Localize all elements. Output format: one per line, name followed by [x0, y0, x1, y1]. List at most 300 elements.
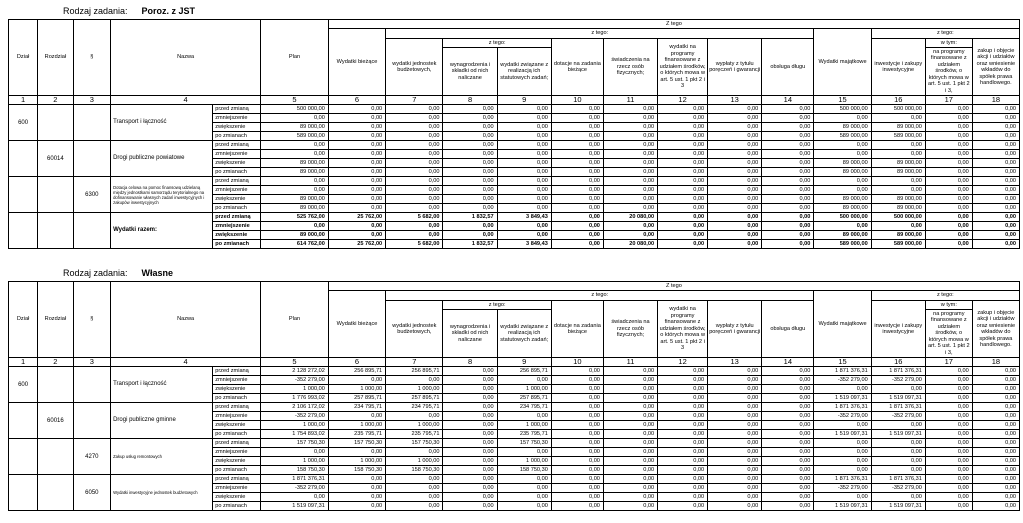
paragraf-cell [73, 367, 111, 403]
value-cell: 0,00 [497, 141, 551, 150]
value-cell: 0,00 [551, 123, 603, 132]
value-cell: 0,00 [497, 186, 551, 195]
value-cell: 0,00 [386, 376, 443, 385]
value-cell: 0,00 [603, 484, 657, 493]
column-number: 7 [386, 358, 443, 367]
value-cell: 0,00 [762, 114, 814, 123]
value-cell: 0,00 [551, 475, 603, 484]
value-cell: 1 519 097,31 [871, 502, 925, 511]
row-label: przed zmianą [213, 439, 261, 448]
value-cell: 0,00 [658, 141, 708, 150]
value-cell: 0,00 [551, 502, 603, 511]
value-cell: 0,00 [658, 195, 708, 204]
row-label: przed zmianą [213, 105, 261, 114]
rozdzial-cell [38, 439, 73, 475]
value-cell: 0,00 [925, 114, 972, 123]
header-rozdzial: Rozdział [38, 20, 73, 96]
column-number: 6 [328, 96, 385, 105]
value-cell: 3 849,43 [497, 213, 551, 222]
value-cell: 0,00 [762, 159, 814, 168]
header-wyplaty-poreczen: wypłaty z tytułu poręczeń i gwarancji [708, 301, 762, 358]
row-label: zwiększenie [213, 493, 261, 502]
value-cell: 0,00 [658, 376, 708, 385]
value-cell: 89 000,00 [814, 123, 871, 132]
value-cell: 0,00 [443, 204, 497, 213]
value-cell: 0,00 [972, 403, 1019, 412]
header-inwestycje: inwestycje i zakupy inwestycyjne [871, 301, 925, 358]
value-cell: 0,00 [762, 430, 814, 439]
value-cell: 0,00 [925, 159, 972, 168]
value-cell: 500 000,00 [871, 105, 925, 114]
value-cell: 0,00 [386, 222, 443, 231]
value-cell: 0,00 [972, 222, 1019, 231]
value-cell: 0,00 [814, 457, 871, 466]
value-cell: 0,00 [551, 448, 603, 457]
value-cell: 0,00 [708, 502, 762, 511]
header-wydatki-jednostek: wydatki jednostek budżetowych, [386, 39, 443, 96]
value-cell: 1 871 376,31 [814, 367, 871, 376]
value-cell: 0,00 [762, 403, 814, 412]
value-cell: 0,00 [708, 403, 762, 412]
value-cell: 0,00 [972, 114, 1019, 123]
rozdzial-cell [38, 177, 73, 213]
dzial-cell: 600 [9, 367, 38, 403]
value-cell: 0,00 [814, 222, 871, 231]
value-cell: 157 750,30 [497, 439, 551, 448]
value-cell: 89 000,00 [814, 159, 871, 168]
header-obsluga-dlugu: obsługa długu [762, 301, 814, 358]
value-cell: 0,00 [972, 186, 1019, 195]
value-cell: -352 279,00 [261, 376, 329, 385]
column-number: 7 [386, 96, 443, 105]
header-z-tego: Z tego [328, 20, 1019, 29]
value-cell: 0,00 [603, 421, 657, 430]
value-cell: 0,00 [925, 367, 972, 376]
value-cell: 0,00 [328, 123, 385, 132]
value-cell: 1 871 376,31 [871, 475, 925, 484]
value-cell: 1 000,00 [497, 385, 551, 394]
value-cell: 0,00 [708, 430, 762, 439]
value-cell: 0,00 [814, 439, 871, 448]
value-cell: 1 000,00 [261, 457, 329, 466]
header-z-tego-biezace: z tego: [386, 291, 814, 301]
value-cell: 0,00 [443, 466, 497, 475]
value-cell: 0,00 [925, 484, 972, 493]
value-cell: 0,00 [443, 412, 497, 421]
value-cell: 0,00 [925, 195, 972, 204]
value-cell: 0,00 [925, 231, 972, 240]
value-cell: 0,00 [497, 502, 551, 511]
value-cell: 0,00 [708, 457, 762, 466]
value-cell: 0,00 [497, 448, 551, 457]
value-cell: 89 000,00 [261, 195, 329, 204]
value-cell: 0,00 [658, 448, 708, 457]
dzial-cell [9, 403, 38, 439]
value-cell: 0,00 [925, 457, 972, 466]
value-cell: 0,00 [551, 466, 603, 475]
value-cell: 0,00 [328, 204, 385, 213]
row-label: zwiększenie [213, 159, 261, 168]
value-cell: 0,00 [386, 484, 443, 493]
column-number: 5 [261, 358, 329, 367]
column-number: 3 [73, 96, 111, 105]
value-cell: 0,00 [972, 123, 1019, 132]
value-cell: 0,00 [386, 412, 443, 421]
value-cell: 0,00 [708, 114, 762, 123]
value-cell: 0,00 [925, 168, 972, 177]
rozdzial-cell [38, 105, 73, 141]
value-cell: 0,00 [658, 204, 708, 213]
value-cell: 235 795,71 [328, 430, 385, 439]
paragraf-cell: 6300 [73, 177, 111, 213]
value-cell: 0,00 [551, 222, 603, 231]
column-number: 8 [443, 358, 497, 367]
value-cell: 0,00 [925, 141, 972, 150]
value-cell: 0,00 [708, 385, 762, 394]
value-cell: 0,00 [762, 493, 814, 502]
value-cell: 500 000,00 [814, 105, 871, 114]
column-number: 2 [38, 96, 73, 105]
value-cell: 0,00 [925, 475, 972, 484]
value-cell: 89 000,00 [814, 168, 871, 177]
value-cell: -352 279,00 [871, 412, 925, 421]
value-cell: 0,00 [603, 114, 657, 123]
row-label: zmniejszenie [213, 376, 261, 385]
value-cell: 0,00 [603, 439, 657, 448]
table-row [9, 475, 1020, 484]
value-cell: 0,00 [551, 493, 603, 502]
row-label: przed zmianą [213, 141, 261, 150]
value-cell: 0,00 [386, 150, 443, 159]
value-cell: 0,00 [443, 177, 497, 186]
value-cell: 0,00 [708, 484, 762, 493]
row-label: zmniejszenie [213, 484, 261, 493]
value-cell: 0,00 [708, 376, 762, 385]
value-cell: 0,00 [658, 403, 708, 412]
header-programy-unijne: wydatki na programy finansowane z udziałem środków, o których mowa w art. 5 ust. 1 pkt 2 i 3 [658, 39, 708, 96]
value-cell: 0,00 [871, 466, 925, 475]
value-cell: 0,00 [925, 394, 972, 403]
value-cell: 0,00 [443, 123, 497, 132]
value-cell: 0,00 [658, 123, 708, 132]
value-cell: 0,00 [762, 168, 814, 177]
row-label: przed zmianą [213, 213, 261, 222]
value-cell: 0,00 [328, 502, 385, 511]
rodzaj-value: Własne [141, 268, 174, 278]
value-cell: 89 000,00 [871, 159, 925, 168]
table-row [9, 439, 1020, 448]
row-label: po zmianach [213, 430, 261, 439]
header-zakup-akcji: zakup i objęcie akcji i udziałów oraz wniesienie wkładów do spółek prawa handlowego. [972, 301, 1019, 358]
column-number: 10 [551, 358, 603, 367]
dzial-cell: 600 [9, 105, 38, 141]
value-cell: 0,00 [762, 484, 814, 493]
table-row [9, 141, 1020, 150]
value-cell: 0,00 [708, 213, 762, 222]
value-cell: 0,00 [925, 123, 972, 132]
value-cell: 1 871 376,31 [871, 403, 925, 412]
value-cell: 0,00 [871, 439, 925, 448]
header-inwestycje: inwestycje i zakupy inwestycyjne [871, 39, 925, 96]
value-cell: 0,00 [261, 448, 329, 457]
value-cell: 0,00 [972, 448, 1019, 457]
value-cell: -352 279,00 [871, 376, 925, 385]
value-cell: 0,00 [261, 222, 329, 231]
value-cell: 0,00 [551, 403, 603, 412]
value-cell: -352 279,00 [261, 412, 329, 421]
header-wydatki-statutowe: wydatki związane z realizacją ich statutowych zadań; [497, 310, 551, 358]
value-cell: 0,00 [814, 466, 871, 475]
value-cell: 0,00 [708, 466, 762, 475]
value-cell: 0,00 [658, 177, 708, 186]
value-cell: 0,00 [328, 114, 385, 123]
value-cell: 1 871 376,31 [261, 475, 329, 484]
value-cell: 0,00 [925, 502, 972, 511]
value-cell: 0,00 [708, 222, 762, 231]
value-cell: 1 000,00 [386, 421, 443, 430]
value-cell: 0,00 [658, 159, 708, 168]
value-cell: 0,00 [925, 177, 972, 186]
value-cell: 589 000,00 [814, 240, 871, 249]
value-cell: 0,00 [658, 213, 708, 222]
value-cell: 0,00 [443, 394, 497, 403]
value-cell: 0,00 [328, 195, 385, 204]
value-cell: -352 279,00 [814, 484, 871, 493]
row-label: zmniejszenie [213, 150, 261, 159]
value-cell: 5 682,00 [386, 240, 443, 249]
header-wynagrodzenia: wynagrodzenia i składki od nich naliczane [443, 48, 497, 96]
value-cell: 0,00 [603, 394, 657, 403]
value-cell: 0,00 [925, 204, 972, 213]
value-cell: 0,00 [762, 132, 814, 141]
value-cell: 0,00 [972, 376, 1019, 385]
header-wyplaty-poreczen: wypłaty z tytułu poręczeń i gwarancji [708, 39, 762, 96]
value-cell: 157 750,30 [386, 439, 443, 448]
value-cell: 0,00 [658, 439, 708, 448]
value-cell: 0,00 [871, 457, 925, 466]
row-label: zwiększenie [213, 195, 261, 204]
value-cell: 0,00 [762, 195, 814, 204]
value-cell: 0,00 [443, 376, 497, 385]
column-number: 4 [111, 358, 261, 367]
value-cell: 0,00 [762, 213, 814, 222]
value-cell: 1 754 893,02 [261, 430, 329, 439]
value-cell: 500 000,00 [261, 105, 329, 114]
column-number: 1 [9, 96, 38, 105]
value-cell: 0,00 [814, 141, 871, 150]
value-cell: 0,00 [497, 123, 551, 132]
value-cell: 89 000,00 [871, 204, 925, 213]
column-number: 8 [443, 96, 497, 105]
value-cell: 0,00 [443, 105, 497, 114]
value-cell: 1 000,00 [497, 457, 551, 466]
value-cell: 0,00 [497, 132, 551, 141]
header-dzial: Dział [9, 282, 38, 358]
value-cell: 0,00 [551, 204, 603, 213]
value-cell: 0,00 [708, 105, 762, 114]
value-cell: 0,00 [603, 105, 657, 114]
value-cell: 0,00 [603, 367, 657, 376]
value-cell: 0,00 [551, 141, 603, 150]
value-cell: 0,00 [925, 186, 972, 195]
value-cell: 89 000,00 [814, 204, 871, 213]
header-rozdzial: Rozdział [38, 282, 73, 358]
header-swiadczenia: świadczenia na rzecz osób fizycznych; [603, 39, 657, 96]
rozdzial-cell: 60014 [38, 141, 73, 177]
value-cell: 0,00 [814, 114, 871, 123]
row-label: po zmianach [213, 132, 261, 141]
value-cell: 0,00 [328, 231, 385, 240]
value-cell: 0,00 [708, 204, 762, 213]
value-cell: 0,00 [658, 493, 708, 502]
value-cell: 0,00 [658, 412, 708, 421]
value-cell: 0,00 [972, 385, 1019, 394]
rozdzial-cell [38, 475, 73, 511]
value-cell: 0,00 [603, 430, 657, 439]
value-cell: 0,00 [386, 123, 443, 132]
value-cell: 0,00 [443, 195, 497, 204]
column-number: 13 [708, 358, 762, 367]
value-cell: 1 000,00 [261, 421, 329, 430]
column-number: 18 [972, 358, 1019, 367]
value-cell: 0,00 [386, 231, 443, 240]
rodzaj-label: Rodzaj zadania: [63, 268, 128, 278]
value-cell: 0,00 [658, 394, 708, 403]
table-row [9, 367, 1020, 376]
value-cell: 0,00 [708, 421, 762, 430]
value-cell: 0,00 [443, 150, 497, 159]
value-cell: 89 000,00 [871, 231, 925, 240]
value-cell: 0,00 [925, 430, 972, 439]
header-plan: Plan [261, 282, 329, 358]
value-cell: 0,00 [972, 132, 1019, 141]
value-cell: 0,00 [603, 159, 657, 168]
row-label: po zmianach [213, 240, 261, 249]
value-cell: 0,00 [762, 439, 814, 448]
value-cell: 89 000,00 [261, 204, 329, 213]
value-cell: 0,00 [658, 430, 708, 439]
column-number: 13 [708, 96, 762, 105]
value-cell: 0,00 [658, 457, 708, 466]
value-cell: 0,00 [603, 403, 657, 412]
value-cell: -352 279,00 [814, 412, 871, 421]
value-cell: 1 000,00 [386, 385, 443, 394]
value-cell: 0,00 [972, 150, 1019, 159]
value-cell: 1 519 097,31 [871, 430, 925, 439]
value-cell: 0,00 [871, 222, 925, 231]
value-cell: 0,00 [708, 168, 762, 177]
value-cell: 0,00 [603, 123, 657, 132]
value-cell: 0,00 [551, 177, 603, 186]
header-wydatki-biezace: Wydatki bieżące [328, 29, 385, 96]
row-label: przed zmianą [213, 475, 261, 484]
value-cell: 158 750,30 [386, 466, 443, 475]
column-number: 14 [762, 358, 814, 367]
value-cell: 0,00 [443, 493, 497, 502]
value-cell: 0,00 [443, 439, 497, 448]
value-cell: 2 128 272,02 [261, 367, 329, 376]
value-cell: 0,00 [658, 150, 708, 159]
value-cell: 0,00 [386, 448, 443, 457]
row-label: po zmianach [213, 466, 261, 475]
value-cell: 0,00 [497, 177, 551, 186]
row-label: zmniejszenie [213, 222, 261, 231]
value-cell: 0,00 [603, 222, 657, 231]
header-swiadczenia: świadczenia na rzecz osób fizycznych; [603, 301, 657, 358]
value-cell: 0,00 [972, 502, 1019, 511]
value-cell: 0,00 [972, 213, 1019, 222]
value-cell: 0,00 [603, 132, 657, 141]
value-cell: 0,00 [972, 204, 1019, 213]
value-cell: 25 762,00 [328, 240, 385, 249]
value-cell: 0,00 [443, 475, 497, 484]
value-cell: 0,00 [497, 484, 551, 493]
value-cell: 0,00 [497, 168, 551, 177]
value-cell: 0,00 [658, 168, 708, 177]
value-cell: 1 000,00 [328, 385, 385, 394]
header-wydatki-majatkowe: Wydatki majątkowe [814, 291, 871, 358]
value-cell: 0,00 [328, 484, 385, 493]
value-cell: 0,00 [551, 195, 603, 204]
row-label: zwiększenie [213, 421, 261, 430]
value-cell: 158 750,30 [328, 466, 385, 475]
value-cell: 0,00 [762, 222, 814, 231]
row-label: po zmianach [213, 502, 261, 511]
value-cell: 0,00 [871, 177, 925, 186]
value-cell: 1 000,00 [328, 421, 385, 430]
value-cell: 0,00 [972, 439, 1019, 448]
value-cell: 0,00 [443, 457, 497, 466]
row-label: zmniejszenie [213, 114, 261, 123]
value-cell: 20 080,00 [603, 240, 657, 249]
value-cell: 0,00 [443, 430, 497, 439]
value-cell: 0,00 [658, 114, 708, 123]
value-cell: 589 000,00 [871, 132, 925, 141]
nazwa-cell: Drogi publiczne powiatowe [111, 141, 213, 177]
nazwa-cell: Transport i łączność [111, 105, 213, 141]
value-cell: 0,00 [497, 150, 551, 159]
header-wydatki-jednostek: wydatki jednostek budżetowych, [386, 301, 443, 358]
value-cell: 0,00 [551, 168, 603, 177]
value-cell: 0,00 [814, 150, 871, 159]
value-cell: 0,00 [658, 421, 708, 430]
row-label: zmniejszenie [213, 186, 261, 195]
value-cell: 0,00 [708, 195, 762, 204]
value-cell: 0,00 [762, 150, 814, 159]
value-cell: 0,00 [551, 385, 603, 394]
value-cell: 0,00 [762, 475, 814, 484]
column-number: 12 [658, 96, 708, 105]
value-cell: 0,00 [443, 114, 497, 123]
column-number: 16 [871, 96, 925, 105]
column-number: 14 [762, 96, 814, 105]
header-z-tego-majatkowe: z tego: [871, 291, 1019, 301]
value-cell: 89 000,00 [814, 195, 871, 204]
value-cell: 0,00 [814, 421, 871, 430]
value-cell: 0,00 [497, 376, 551, 385]
value-cell: 0,00 [443, 168, 497, 177]
value-cell: 1 519 097,31 [261, 502, 329, 511]
value-cell: 0,00 [925, 439, 972, 448]
value-cell: 0,00 [386, 168, 443, 177]
value-cell: 0,00 [762, 394, 814, 403]
column-number: 11 [603, 96, 657, 105]
value-cell: 0,00 [972, 475, 1019, 484]
value-cell: 0,00 [972, 367, 1019, 376]
table-row [9, 213, 1020, 222]
header-z-tego-jednostek: z tego: [443, 301, 551, 310]
header-paragraf: § [73, 20, 111, 96]
